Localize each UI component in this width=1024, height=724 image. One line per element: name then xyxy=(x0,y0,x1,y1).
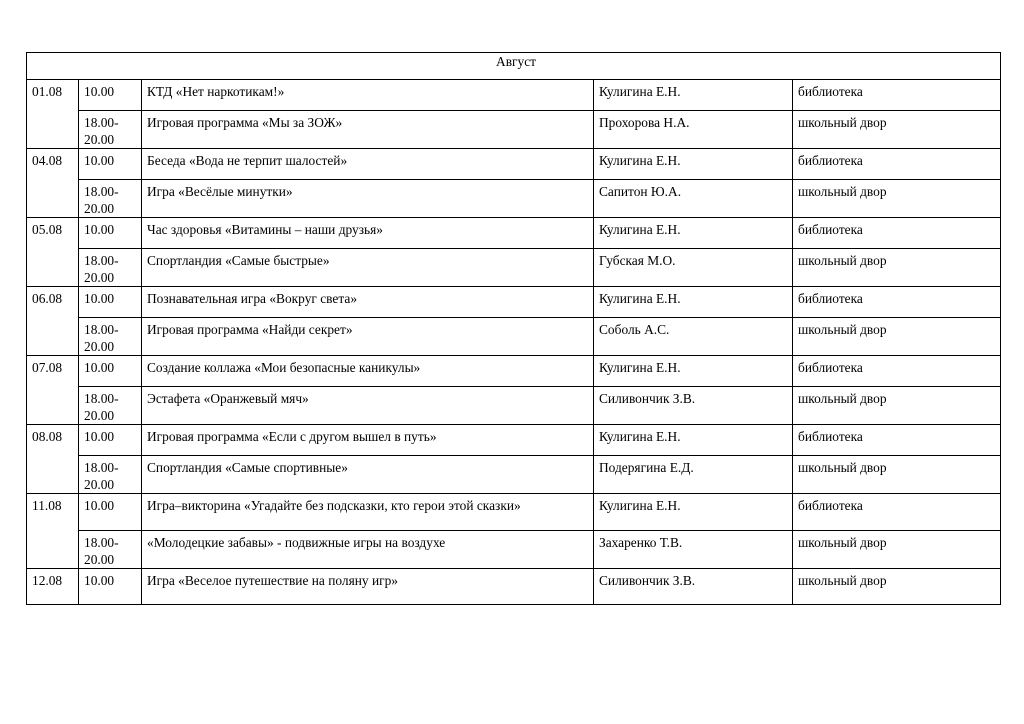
responsible-cell: Силивончик З.В. xyxy=(594,387,793,425)
event-cell: Игра–викторина «Угадайте без подсказки, кто герои этой сказки» xyxy=(142,494,594,531)
place-cell: библиотека xyxy=(793,218,1001,249)
time-cell xyxy=(79,80,142,111)
place-cell: библиотека xyxy=(793,287,1001,318)
event-cell: Беседа «Вода не терпит шалостей» xyxy=(142,149,594,180)
event-cell: Спортландия «Самые спортивные» xyxy=(142,456,594,494)
time-text: 18.00- xyxy=(84,535,119,550)
table-row xyxy=(27,425,1001,456)
date-cell: 12.08 xyxy=(27,569,79,605)
responsible-cell: Силивончик З.В. xyxy=(594,569,793,605)
time-text: 10.00 xyxy=(84,291,115,306)
responsible-cell: Кулигина Е.Н. xyxy=(594,287,793,318)
time-cell xyxy=(79,456,142,494)
place-cell: школьный двор xyxy=(793,180,1001,218)
time-cell xyxy=(79,287,142,318)
time-text: 20.00 xyxy=(84,408,115,423)
time-cell xyxy=(79,494,142,531)
time-cell xyxy=(79,387,142,425)
responsible-cell: Кулигина Е.Н. xyxy=(594,218,793,249)
event-cell: Игровая программа «Найди секрет» xyxy=(142,318,594,356)
place-cell: школьный двор xyxy=(793,531,1001,569)
place-cell: школьный двор xyxy=(793,569,1001,605)
time-text: 18.00- xyxy=(84,391,119,406)
place-cell: библиотека xyxy=(793,149,1001,180)
time-text: 20.00 xyxy=(84,132,115,147)
event-cell: Игра «Веселое путешествие на поляну игр» xyxy=(142,569,594,605)
place-cell: школьный двор xyxy=(793,456,1001,494)
table-row xyxy=(27,218,1001,249)
responsible-cell: Подерягина Е.Д. xyxy=(594,456,793,494)
time-text: 18.00- xyxy=(84,184,119,199)
table-row xyxy=(27,111,1001,149)
responsible-cell: Губская М.О. xyxy=(594,249,793,287)
place-cell: школьный двор xyxy=(793,111,1001,149)
time-text: 10.00 xyxy=(84,84,115,99)
time-cell xyxy=(79,249,142,287)
table-row xyxy=(27,80,1001,111)
responsible-cell: Кулигина Е.Н. xyxy=(594,356,793,387)
table-row xyxy=(27,180,1001,218)
place-cell: библиотека xyxy=(793,356,1001,387)
time-text: 10.00 xyxy=(84,222,115,237)
time-text: 20.00 xyxy=(84,339,115,354)
time-cell xyxy=(79,569,142,605)
time-text: 20.00 xyxy=(84,201,115,216)
event-cell: Создание коллажа «Мои безопасные каникулы» xyxy=(142,356,594,387)
responsible-cell: Прохорова Н.А. xyxy=(594,111,793,149)
date-cell: 07.08 xyxy=(27,356,79,425)
time-text: 20.00 xyxy=(84,477,115,492)
responsible-cell: Соболь А.С. xyxy=(594,318,793,356)
date-cell: 11.08 xyxy=(27,494,79,569)
date-cell: 05.08 xyxy=(27,218,79,287)
responsible-cell: Кулигина Е.Н. xyxy=(594,494,793,531)
place-cell: библиотека xyxy=(793,80,1001,111)
time-cell xyxy=(79,149,142,180)
event-cell: Спортландия «Самые быстрые» xyxy=(142,249,594,287)
event-cell: «Молодецкие забавы» - подвижные игры на воздухе xyxy=(142,531,594,569)
time-cell xyxy=(79,356,142,387)
date-cell: 08.08 xyxy=(27,425,79,494)
time-text: 20.00 xyxy=(84,552,115,567)
time-text: 10.00 xyxy=(84,429,115,444)
responsible-cell: Кулигина Е.Н. xyxy=(594,149,793,180)
event-cell: КТД «Нет наркотикам!» xyxy=(142,80,594,111)
time-text: 18.00- xyxy=(84,115,119,130)
schedule-table xyxy=(26,52,1001,605)
event-cell: Игровая программа «Если с другом вышел в путь» xyxy=(142,425,594,456)
table-row xyxy=(27,494,1001,531)
event-cell: Игра «Весёлые минутки» xyxy=(142,180,594,218)
date-cell: 04.08 xyxy=(27,149,79,218)
time-text: 10.00 xyxy=(84,573,115,588)
time-text: 20.00 xyxy=(84,270,115,285)
place-cell: школьный двор xyxy=(793,249,1001,287)
event-cell: Познавательная игра «Вокруг света» xyxy=(142,287,594,318)
time-cell xyxy=(79,425,142,456)
time-text: 18.00- xyxy=(84,253,119,268)
table-row xyxy=(27,356,1001,387)
time-text: 10.00 xyxy=(84,360,115,375)
time-cell xyxy=(79,318,142,356)
table-row xyxy=(27,318,1001,356)
place-cell: библиотека xyxy=(793,494,1001,531)
table-row xyxy=(27,569,1001,605)
table-row xyxy=(27,531,1001,569)
table-row xyxy=(27,249,1001,287)
time-text: 10.00 xyxy=(84,153,115,168)
time-text: 18.00- xyxy=(84,460,119,475)
responsible-cell: Сапитон Ю.А. xyxy=(594,180,793,218)
place-cell: библиотека xyxy=(793,425,1001,456)
table-row xyxy=(27,387,1001,425)
table-row xyxy=(27,456,1001,494)
time-text: 10.00 xyxy=(84,498,115,513)
event-cell: Час здоровья «Витамины – наши друзья» xyxy=(142,218,594,249)
place-cell: школьный двор xyxy=(793,318,1001,356)
time-cell xyxy=(79,218,142,249)
date-cell: 06.08 xyxy=(27,287,79,356)
table-row xyxy=(27,287,1001,318)
time-cell xyxy=(79,531,142,569)
table-row xyxy=(27,149,1001,180)
event-cell: Игровая программа «Мы за ЗОЖ» xyxy=(142,111,594,149)
responsible-cell: Кулигина Е.Н. xyxy=(594,425,793,456)
event-cell: Эстафета «Оранжевый мяч» xyxy=(142,387,594,425)
time-cell xyxy=(79,180,142,218)
time-cell xyxy=(79,111,142,149)
responsible-cell: Захаренко Т.В. xyxy=(594,531,793,569)
time-text: 18.00- xyxy=(84,322,119,337)
date-cell: 01.08 xyxy=(27,80,79,149)
month-header-row xyxy=(27,53,1001,80)
month-title: Август xyxy=(27,53,1001,80)
place-cell: школьный двор xyxy=(793,387,1001,425)
responsible-cell: Кулигина Е.Н. xyxy=(594,80,793,111)
